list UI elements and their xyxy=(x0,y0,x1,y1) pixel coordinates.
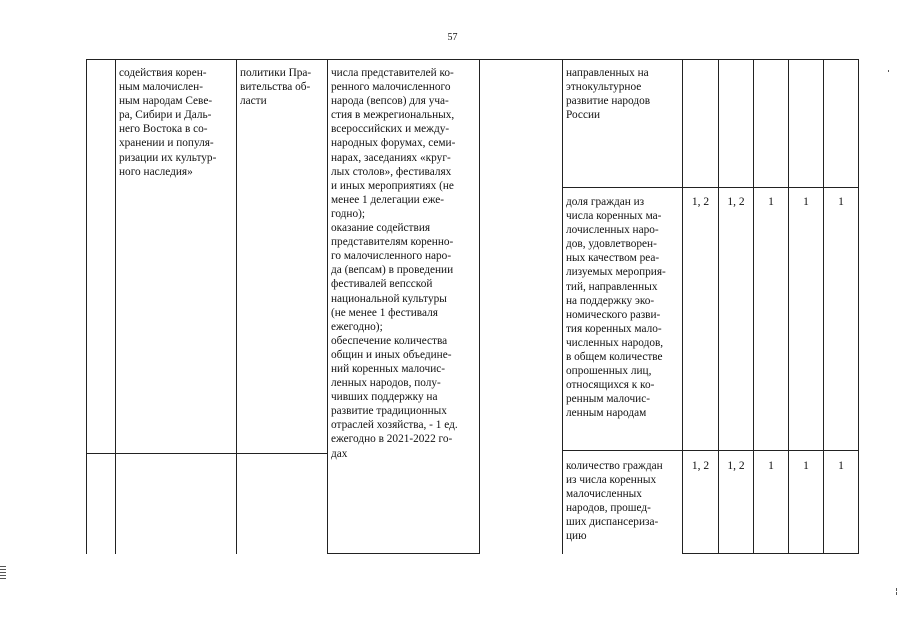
left-row-divider xyxy=(86,453,327,454)
indicator-2-text: доля граждан из числа коренных ма- лочисленных наро- дов, удовлетворен- ных качеством реа- лизуемых мероприя- тий, направленных на поддержку эко- номического разви- тия коренных мало- численных народов, в общем количестве опрошенных лиц, относящихся к ко- ренным малочис- ленным народам xyxy=(566,196,666,420)
col-line-8 xyxy=(718,59,719,554)
col-line-2 xyxy=(115,59,116,554)
right-row-divider-1 xyxy=(562,187,859,188)
col-line-3 xyxy=(236,59,237,554)
col-line-12 xyxy=(858,59,859,554)
left-table-bottom xyxy=(327,553,480,554)
indicator-2-value-1: 1, 2 xyxy=(691,196,710,208)
col-line-1 xyxy=(86,59,87,554)
indicator-3-value-2: 1, 2 xyxy=(727,460,745,472)
col-line-5 xyxy=(479,59,480,554)
indicator-3-value-3: 1 xyxy=(768,460,774,472)
indicator-2-value-4: 1 xyxy=(803,196,809,208)
col-line-4 xyxy=(327,59,328,554)
indicator-1-text: направленных на этнокультурное развитие народов России xyxy=(566,67,651,122)
indicator-3-value-4: 1 xyxy=(803,460,809,472)
col-line-7 xyxy=(682,59,683,554)
cell-responsible: политики Пра- вительства об- ласти xyxy=(240,67,312,108)
col-line-10 xyxy=(788,59,789,554)
indicator-2-value-2: 1, 2 xyxy=(727,196,745,208)
indicator-3-text: количество граждан из числа коренных малочисленных народов, прошед- ших диспансериза- цию xyxy=(566,460,663,543)
indicator-3-value-1: 1, 2 xyxy=(691,460,710,472)
col-line-11 xyxy=(823,59,824,554)
page-number: 57 xyxy=(447,32,458,43)
indicator-3-value-5: 1 xyxy=(838,460,844,472)
cell-task-description: содействия корен- ным малочислен- ным народам Севе- ра, Сибири и Даль- него Востока в со- хранении и популя- ризации их культур- ного наследия» xyxy=(119,67,217,178)
table-top-border xyxy=(86,59,859,60)
right-row-divider-2 xyxy=(562,450,859,451)
right-table-bottom xyxy=(682,553,859,554)
indicator-2-value-3: 1 xyxy=(768,196,774,208)
col-line-6 xyxy=(562,59,563,554)
indicator-2-value-5: 1 xyxy=(838,196,844,208)
col-line-9 xyxy=(753,59,754,554)
cell-activities: числа представителей ко- ренного малочисленного народа (вепсов) для уча- стия в межрегиональных, всероссийских и между- народных форумах, семи- нарах, заседаниях «круг- лых столов», фестивалях и иных мероприятиях (не менее 1 делегации еже- годно); оказание содействия представителям коренно- го малочисленного наро- да (вепсам) в проведении фестивалей вепсской национальной культуры (не менее 1 фестиваля ежегодно); обеспечение количества общин и иных объедине- ний коренных малочис- ленных народов, полу- чивших поддержку на развитие традиционных отраслей хозяйства, - 1 ед. ежегодно в 2021-2022 го- дах xyxy=(331,67,458,460)
